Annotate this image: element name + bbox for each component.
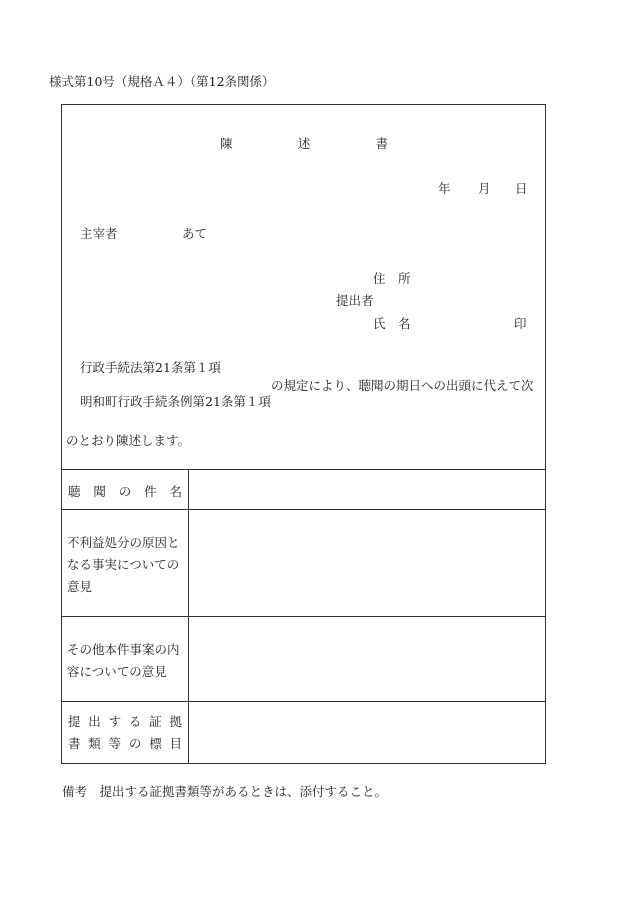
row-label-hearing-case: 聴 聞 の 件 名 xyxy=(68,484,182,499)
facts-opinion-field[interactable] xyxy=(190,511,544,615)
seal-mark: 印 xyxy=(514,316,527,331)
table-rule xyxy=(61,701,546,702)
date-year: 年 xyxy=(438,181,451,196)
table-rule xyxy=(61,509,546,510)
date-day: 日 xyxy=(515,181,528,196)
title-char: 陳 xyxy=(220,136,233,151)
title-char: 書 xyxy=(375,136,388,151)
other-opinion-field[interactable] xyxy=(190,618,544,700)
table-rule xyxy=(61,616,546,617)
name-label: 氏 名 xyxy=(373,316,411,331)
row-label-evidence: 提 出 す る 証 拠 書 類 等 の 標 目 xyxy=(68,714,182,751)
evidence-field[interactable] xyxy=(190,703,544,763)
address-label: 住 所 xyxy=(373,271,411,286)
row-label-facts-opinion: 不利益処分の原因と なる事実についての 意見 xyxy=(67,535,180,594)
addressee-suffix: あて xyxy=(182,226,208,241)
table-rule xyxy=(61,469,546,470)
law-option-2: 明和町行政手続条例第21条第１項 xyxy=(80,394,271,409)
document-title xyxy=(220,134,388,152)
title-char: 述 xyxy=(297,136,311,151)
hearing-case-field[interactable] xyxy=(190,471,544,508)
statement-text-2: のとおり陳述します。 xyxy=(66,433,191,448)
table-column-divider xyxy=(188,469,189,764)
date-month: 月 xyxy=(478,181,491,196)
form-number: 様式第10号（規格Ａ４）（第12条関係） xyxy=(49,74,275,89)
statement-text-1: の規定により、聴聞の期日への出頭に代えて次 xyxy=(271,378,534,393)
addressee-label: 主宰者 xyxy=(80,226,118,241)
row-label-other-opinion: その他本件事案の内 容についての意見 xyxy=(67,642,180,679)
law-option-1: 行政手続法第21条第１項 xyxy=(80,360,221,375)
remark-note: 備考 提出する証拠書類等があるときは、添付すること。 xyxy=(62,784,388,799)
submitter-label: 提出者 xyxy=(336,293,374,308)
